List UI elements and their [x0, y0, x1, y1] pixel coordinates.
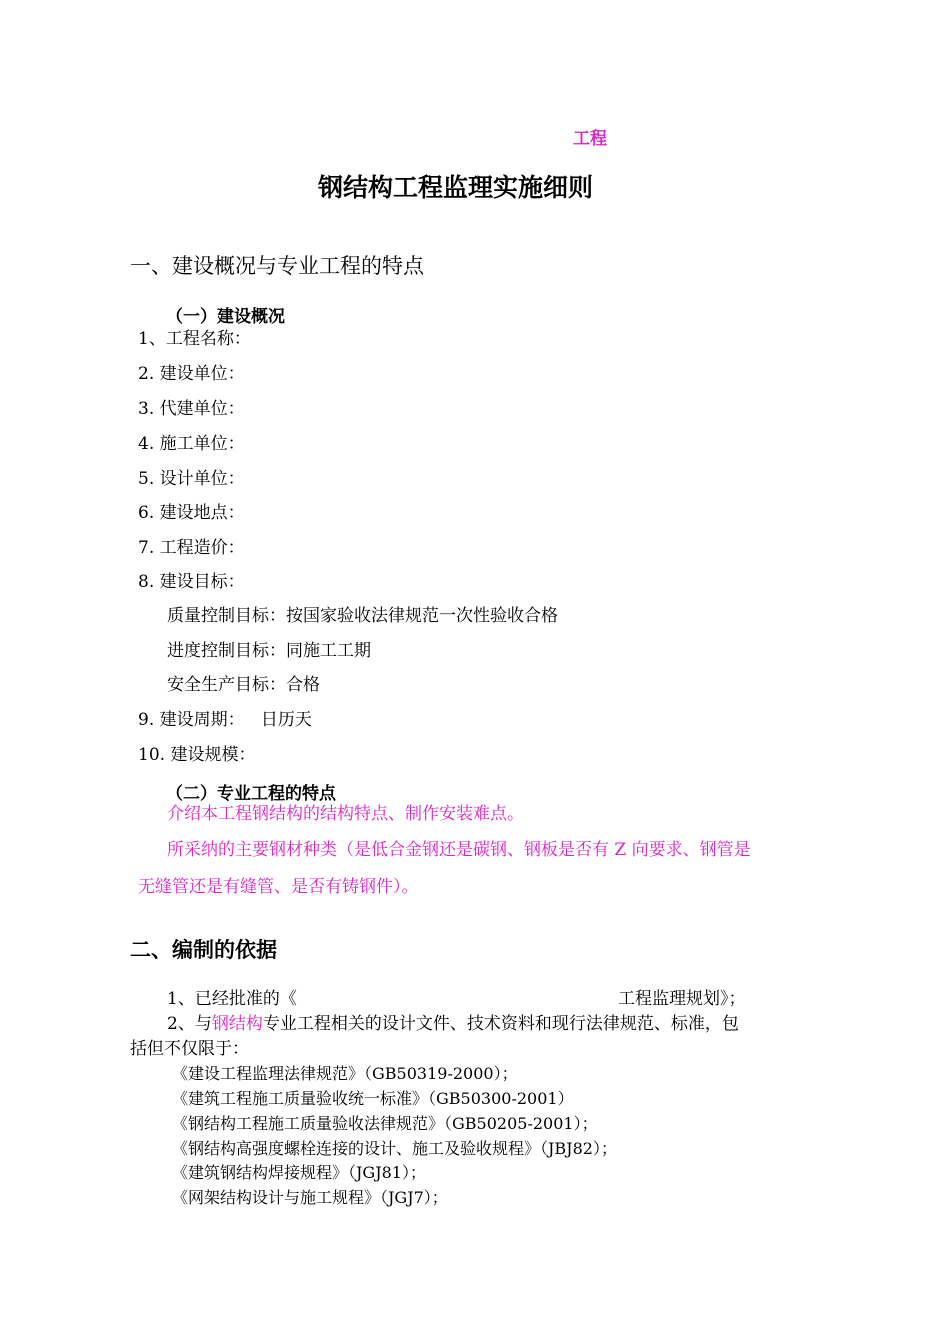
basis-item-1-right: 工程监理规划》；: [618, 989, 746, 1009]
list-item: 6. 建设地点：: [138, 503, 245, 523]
goal-safety: 安全生产目标：合格: [167, 675, 320, 695]
document-title: 钢结构工程监理实施细则: [318, 173, 594, 202]
list-item: 《建筑钢结构焊接规程》（JGJ81）；: [172, 1163, 426, 1182]
list-item: 8. 建设目标：: [138, 572, 245, 592]
basis-item-2: [167, 1013, 739, 1035]
list-item: 10. 建设规模：: [138, 745, 256, 765]
list-item: 4. 施工单位：: [138, 434, 245, 454]
list-item: 《钢结构高强度螺栓连接的设计、施工及验收规程》（JBJ82）；: [172, 1139, 617, 1158]
basis-item-2-highlight: 钢结构: [211, 1014, 263, 1034]
goal-quality: 质量控制目标：按国家验收法律规范一次性验收合格: [167, 606, 558, 626]
features-text-2: 所采纳的主要钢材种类（是低合金钢还是碳钢、钢板是否有 Z 向要求、钢管是: [167, 840, 751, 860]
basis-item-2-post: 专业工程相关的设计文件、技术资料和现行法律规范、标准，包: [262, 1014, 739, 1034]
section-heading-2: 二、编制的依据: [130, 938, 277, 962]
features-text-1: 介绍本工程钢结构的结构特点、制作安装难点。: [167, 804, 524, 824]
goal-schedule: 进度控制目标：同施工工期: [167, 641, 371, 661]
list-item: 3. 代建单位：: [138, 399, 245, 419]
list-item: 9. 建设周期： 日历天: [138, 710, 312, 730]
subsection-heading-overview: （一）建设概况: [166, 307, 285, 327]
list-item: 7. 工程造价：: [138, 538, 245, 558]
basis-item-2-cont: 括但不仅限于：: [130, 1039, 249, 1059]
list-item: 1、工程名称：: [138, 329, 251, 349]
project-name-placeholder: 工程: [573, 129, 607, 149]
features-text-3: 无缝管还是有缝管、是否有铸钢件）。: [138, 877, 419, 897]
list-item: 2. 建设单位：: [138, 364, 245, 384]
list-item: 《网架结构设计与施工规程》（JGJ7）；: [172, 1188, 448, 1207]
list-item: 《钢结构工程施工质量验收法律规范》（GB50205-2001）；: [172, 1114, 598, 1133]
basis-item-2-pre: 2、与: [167, 1014, 212, 1034]
list-item: 《建设工程监理法律规范》（GB50319-2000）；: [172, 1064, 518, 1083]
list-item: 《建筑工程施工质量验收统一标准》（GB50300-2001）: [172, 1089, 574, 1108]
list-item: 5. 设计单位：: [138, 469, 245, 489]
subsection-heading-features: （二）专业工程的特点: [166, 784, 336, 804]
section-heading-1: 一、建设概况与专业工程的特点: [130, 254, 424, 278]
basis-item-1-left: 1、已经批准的《: [167, 989, 297, 1009]
